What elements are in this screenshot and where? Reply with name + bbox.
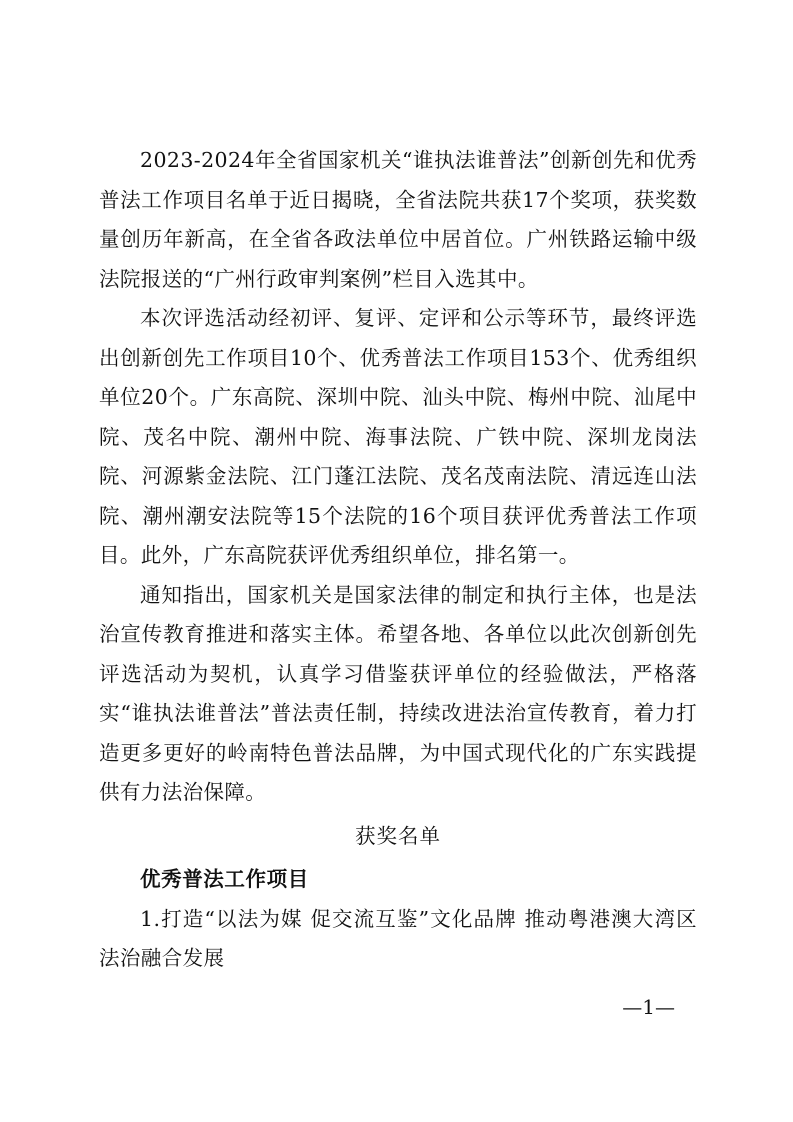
paragraph-intro: 2023-2024年全省国家机关“谁执法谁普法”创新创先和优秀普法工作项目名单于近日揭晓，全省法院共获17个奖项，获奖数量创历年新高，在全省各政法单位中居首位。广州铁路运输中级法院报送的“广州行政审判案例”栏目入选其中。 [99, 148, 697, 291]
paragraph-notice: 通知指出，国家机关是国家法律的制定和执行主体，也是法治宣传教育推进和落实主体。希望各地、各单位以此次创新创先评选活动为契机，认真学习借鉴获评单位的经验做法，严格落实“谁执法谁普法”普法责任制，持续改进法治宣传教育，着力打造更多更好的岭南特色普法品牌，为中国式现代化的广东实践提供有力法治保障。 [99, 582, 697, 804]
subsection-title: 优秀普法工作项目 [140, 867, 309, 891]
paragraph-selection: 本次评选活动经初评、复评、定评和公示等环节，最终评选出创新创先工作项目10个、优秀普法工作项目153个、优秀组织单位20个。广东高院、深圳中院、汕头中院、梅州中院、汕尾中院、茂名中院、潮州中院、海事法院、广铁中院、深圳龙岗法院、河源紫金法院、江门蓬江法院、茂名茂南法院、清远连山法院、潮州潮安法院等15个法院的16个项目获评优秀普法工作项目。此外，广东高院获评优秀组织单位，排名第一。 [99, 306, 697, 567]
page-number: —1— [622, 995, 675, 1019]
document-body [99, 141, 697, 979]
section-title: 获奖名单 [355, 823, 441, 848]
list-item-1: 1.打造“以法为媒 促交流互鉴”文化品牌 推动粤港澳大湾区法治融合发展 [99, 906, 697, 970]
